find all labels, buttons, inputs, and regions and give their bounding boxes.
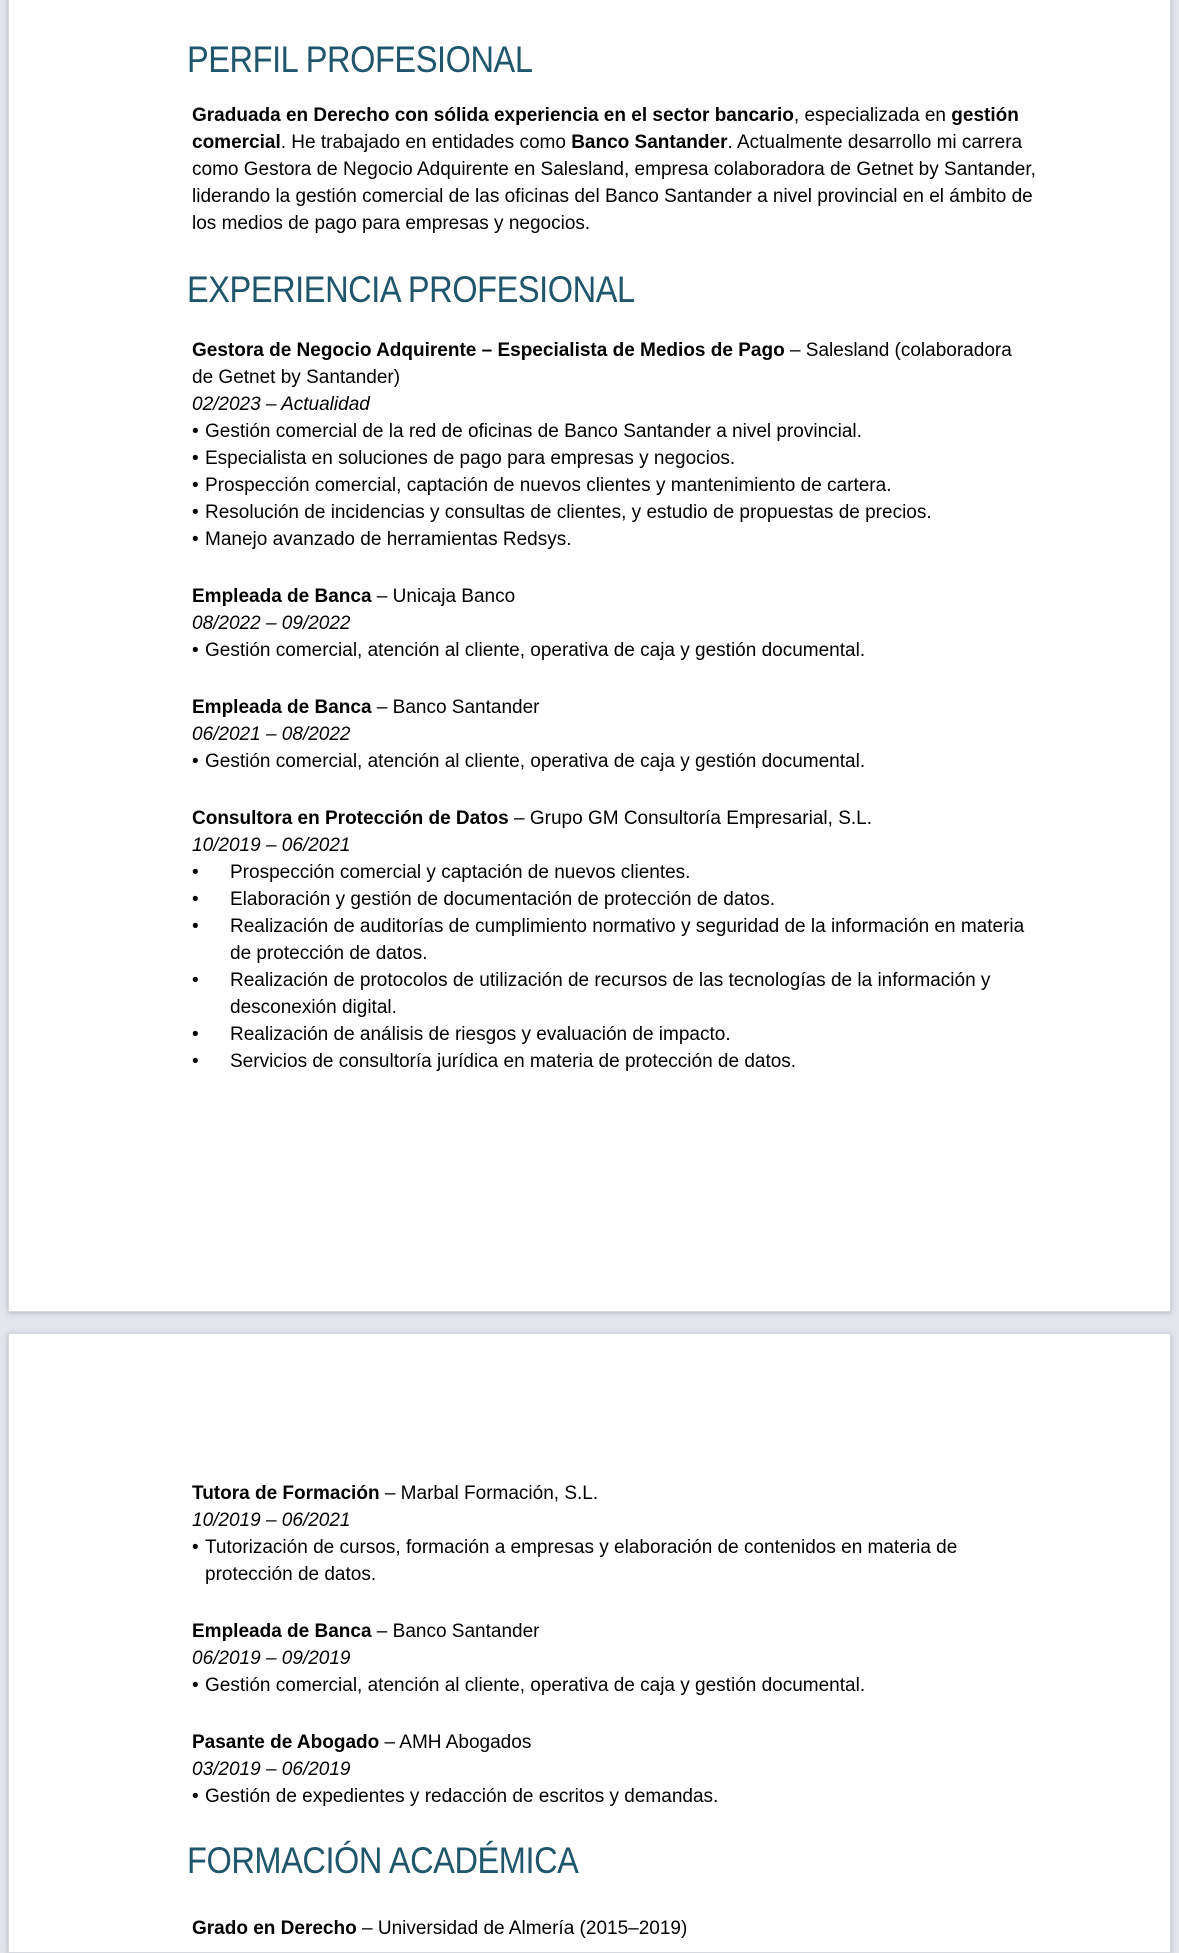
education-entry: [192, 1915, 1037, 1942]
job-title-role: Pasante de Abogado: [192, 1732, 380, 1753]
job-dates: 03/2019 – 06/2019: [192, 1759, 351, 1780]
bullet-list: [192, 1783, 1037, 1810]
profile-run: . He trabajado en entidades como: [280, 132, 572, 153]
bullet-glyph: •: [192, 970, 199, 991]
bullet-text: Gestión comercial de la red de oficinas de Banco Santander a nivel provincial.: [205, 421, 862, 442]
bullet-item: [192, 472, 1037, 499]
bullet-item: [192, 445, 1037, 472]
bullet-text: Gestión de expedientes y redacción de escritos y demandas.: [205, 1786, 719, 1807]
bullet-glyph: •: [192, 1537, 199, 1558]
job-entry-santander-2021: [192, 694, 1037, 775]
bullet-item: [192, 637, 1037, 664]
bullet-glyph: •: [192, 916, 199, 937]
bullet-text: Realización de protocolos de utilización de recursos de las tecnologías de la información y desconexión digital.: [230, 970, 991, 1018]
bullet-text: Resolución de incidencias y consultas de clientes, y estudio de propuestas de precios.: [205, 502, 932, 523]
bullet-item: [192, 859, 1037, 886]
bullet-glyph: •: [192, 421, 199, 442]
job-dates: 10/2019 – 06/2021: [192, 1510, 351, 1531]
bullet-glyph: •: [192, 1675, 199, 1696]
job-title: [192, 1480, 1037, 1507]
job-title: [192, 805, 1037, 832]
bullet-text: Gestión comercial, atención al cliente, operativa de caja y gestión documental.: [205, 751, 866, 772]
section-heading-experiencia-text: EXPERIENCIA PROFESIONAL: [187, 269, 635, 310]
bullet-item: [192, 1048, 1037, 1075]
bullet-item: [192, 967, 1037, 1021]
profile-paragraph: [192, 102, 1037, 237]
education-university: – Universidad de Almería (2015–2019): [356, 1918, 688, 1939]
bullet-list: [192, 748, 1037, 775]
job-dates: 10/2019 – 06/2021: [192, 835, 351, 856]
bullet-glyph: •: [192, 1024, 199, 1045]
bullet-item: [192, 1783, 1037, 1810]
bullet-glyph: •: [192, 502, 199, 523]
job-title-role: Consultora en Protección de Datos: [192, 808, 509, 829]
section-heading-experiencia: [187, 269, 1032, 310]
bullet-glyph: •: [192, 448, 199, 469]
bullet-item: [192, 499, 1037, 526]
bullet-glyph: •: [192, 529, 199, 550]
page-2-content: [187, 1480, 1032, 1942]
bullet-item: [192, 1672, 1037, 1699]
job-title-role: Gestora de Negocio Adquirente – Especialista de Medios de Pago: [192, 340, 785, 361]
bullet-list: [192, 859, 1037, 1075]
job-title-role: Empleada de Banca: [192, 586, 372, 607]
job-title: [192, 583, 1037, 610]
job-title-role: Tutora de Formación: [192, 1483, 380, 1504]
bullet-text: Prospección comercial, captación de nuevos clientes y mantenimiento de cartera.: [205, 475, 892, 496]
job-title-company: – Grupo GM Consultoría Empresarial, S.L.: [508, 808, 872, 829]
bullet-list: [192, 637, 1037, 664]
job-title-company: – Unicaja Banco: [371, 586, 516, 607]
job-entry-pasante: [192, 1729, 1037, 1810]
cv-page-2[interactable]: [8, 1333, 1171, 1953]
job-dates: 02/2023 – Actualidad: [192, 394, 370, 415]
job-dates: 06/2019 – 09/2019: [192, 1648, 351, 1669]
profile-run-bold: Banco Santander: [571, 132, 728, 153]
profile-run: . Actualmente desarrollo mi carrera como Gestora de Negocio Adquirente en Salesland, empresa colaboradora de Getnet by Santander, liderando la gestión comercial de las oficinas del Banco Santander a nivel provincial en el ámbito de los medios de pago para empresas y negocios.: [192, 132, 1036, 234]
section-heading-perfil-text: PERFIL PROFESIONAL: [187, 39, 533, 80]
bullet-glyph: •: [192, 1786, 199, 1807]
cv-page-1[interactable]: [8, 0, 1171, 1312]
job-title: [192, 1618, 1037, 1645]
bullet-item: [192, 886, 1037, 913]
job-title: [192, 694, 1037, 721]
job-entry-consultora: [192, 805, 1037, 1075]
bullet-glyph: •: [192, 1051, 199, 1072]
job-title-company: – Banco Santander: [371, 697, 540, 718]
bullet-text: Tutorización de cursos, formación a empresas y elaboración de contenidos en materia de protección de datos.: [205, 1537, 958, 1585]
bullet-item: [192, 748, 1037, 775]
profile-run: , especializada en: [793, 105, 952, 126]
job-entry-unicaja: [192, 583, 1037, 664]
job-title: [192, 337, 1037, 391]
bullet-list: [192, 418, 1037, 553]
job-title-role: Empleada de Banca: [192, 1621, 372, 1642]
job-title-company: – Banco Santander: [371, 1621, 540, 1642]
bullet-text: Elaboración y gestión de documentación de protección de datos.: [230, 889, 776, 910]
job-entry-gestora-negocio: [192, 337, 1037, 553]
job-title-company: – Salesland (colaboradora de Getnet by Santander): [192, 340, 1012, 388]
section-heading-formacion-text: FORMACIÓN ACADÉMICA: [187, 1840, 579, 1881]
bullet-item: [192, 1534, 1037, 1588]
job-entry-santander-2019: [192, 1618, 1037, 1699]
bullet-text: Gestión comercial, atención al cliente, operativa de caja y gestión documental.: [205, 1675, 866, 1696]
education-degree: Grado en Derecho: [192, 1918, 357, 1939]
bullet-text: Gestión comercial, atención al cliente, operativa de caja y gestión documental.: [205, 640, 866, 661]
job-dates: 08/2022 – 09/2022: [192, 613, 351, 634]
section-heading-perfil: [187, 39, 1032, 80]
bullet-glyph: •: [192, 475, 199, 496]
job-title: [192, 1729, 1037, 1756]
bullet-text: Servicios de consultoría jurídica en materia de protección de datos.: [230, 1051, 797, 1072]
bullet-text: Prospección comercial y captación de nuevos clientes.: [230, 862, 691, 883]
bullet-item: [192, 1021, 1037, 1048]
bullet-list: [192, 1534, 1037, 1588]
bullet-list: [192, 1672, 1037, 1699]
bullet-glyph: •: [192, 889, 199, 910]
profile-run-bold: gestión comercial: [192, 105, 1019, 153]
bullet-item: [192, 526, 1037, 553]
bullet-item: [192, 913, 1037, 967]
job-title-company: – Marbal Formación, S.L.: [379, 1483, 599, 1504]
page-1-content: [187, 39, 1036, 1075]
profile-run-bold: Graduada en Derecho con sólida experiencia en el sector bancario: [192, 105, 794, 126]
section-heading-formacion: [187, 1840, 1032, 1881]
bullet-text: Realización de análisis de riesgos y evaluación de impacto.: [230, 1024, 731, 1045]
bullet-glyph: •: [192, 862, 199, 883]
bullet-glyph: •: [192, 640, 199, 661]
job-entry-tutora: [192, 1480, 1037, 1588]
bullet-item: [192, 418, 1037, 445]
bullet-text: Realización de auditorías de cumplimiento normativo y seguridad de la información en materia de protección de datos.: [230, 916, 1025, 964]
bullet-glyph: •: [192, 751, 199, 772]
job-title-role: Empleada de Banca: [192, 697, 372, 718]
bullet-text: Manejo avanzado de herramientas Redsys.: [205, 529, 572, 550]
job-dates: 06/2021 – 08/2022: [192, 724, 351, 745]
job-title-company: – AMH Abogados: [379, 1732, 532, 1753]
bullet-text: Especialista en soluciones de pago para empresas y negocios.: [205, 448, 736, 469]
